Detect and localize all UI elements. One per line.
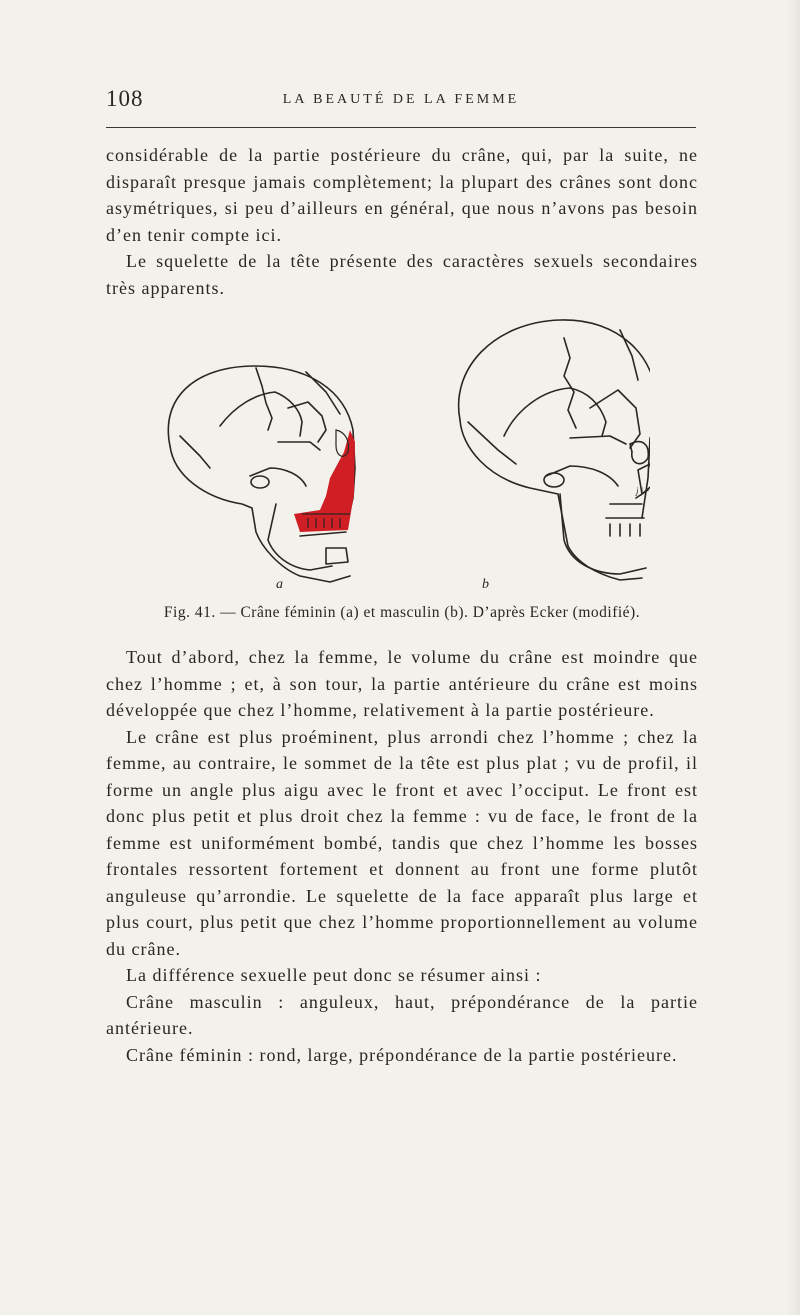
paragraph: Crâne masculin : anguleux, haut, prépondérance de la partie antérieure. [106, 991, 698, 1038]
page-number: 108 [106, 86, 144, 111]
male-occiput-jaw-outline [460, 420, 642, 580]
paragraph: Tout d’abord, chez la femme, le volume du crâne est moindre que chez l’homme ; et, à son tour, la partie antérieure du crâne est moins développée que chez l’homme, relativement à la partie postérieure. [106, 647, 698, 720]
male-ear-opening [544, 473, 564, 487]
paragraph: Le crâne est plus proéminent, plus arrondi chez l’homme ; chez la femme, au contraire, le sommet de la tête est plus plat ; vu de profil, il forme un angle plus aigu avec le front et avec l’occiput. Le front est donc plus petit et plus droit chez la femme : vu de face, le front de la femme est uniformément bombé, tandis que chez l’homme les bosses frontales ressortent fortement et donnent au front une forme plutôt anguleuse qu’arrondie. Le squelette de la face apparaît plus large et plus court, plus petit que chez l’homme proportionnellement au volume du crâne. [106, 726, 698, 959]
female-temporal-line [220, 392, 302, 436]
paragraph: Crâne féminin : rond, large, prépondérance de la partie postérieure. [126, 1044, 678, 1065]
running-title: LA BEAUTÉ DE LA FEMME [282, 92, 520, 107]
female-skull-drawing [168, 366, 355, 582]
paragraph: considérable de la partie postérieure du crâne, qui, par la suite, ne disparaît presque jamais complètement; la plupart des crânes sont donc asymétriques, si peu d’ailleurs en général, que nous n’avons pas besoin d’en tenir compte ici. [106, 145, 698, 245]
male-jaw-labels: j j [636, 486, 644, 496]
page-header [106, 86, 696, 116]
text-block-bottom [106, 644, 698, 1068]
male-zygomatic [546, 466, 618, 486]
skull-figure [150, 318, 650, 618]
page-edge [786, 0, 800, 1315]
male-cranium-outline [459, 320, 650, 518]
female-zygomatic [250, 468, 306, 486]
figure-label-a: a [276, 577, 283, 592]
male-teeth [606, 504, 644, 536]
paragraph: Le squelette de la tête présente des caractères sexuels secondaires très apparents. [106, 251, 698, 298]
figure-caption: Fig. 41. — Crâne féminin (a) et masculin (b). D’après Ecker (modifié). [163, 604, 641, 621]
male-suture [564, 338, 576, 428]
text-block-top [106, 142, 698, 301]
female-suture [256, 368, 272, 430]
header-rule [106, 127, 696, 128]
female-ear-opening [251, 476, 269, 488]
paragraph: La différence sexuelle peut donc se résumer ainsi : [126, 965, 542, 985]
skull-drawings [150, 318, 650, 618]
male-temporal-line [504, 388, 606, 436]
figure-label-b: b [482, 577, 489, 592]
male-skull-drawing [459, 320, 650, 580]
